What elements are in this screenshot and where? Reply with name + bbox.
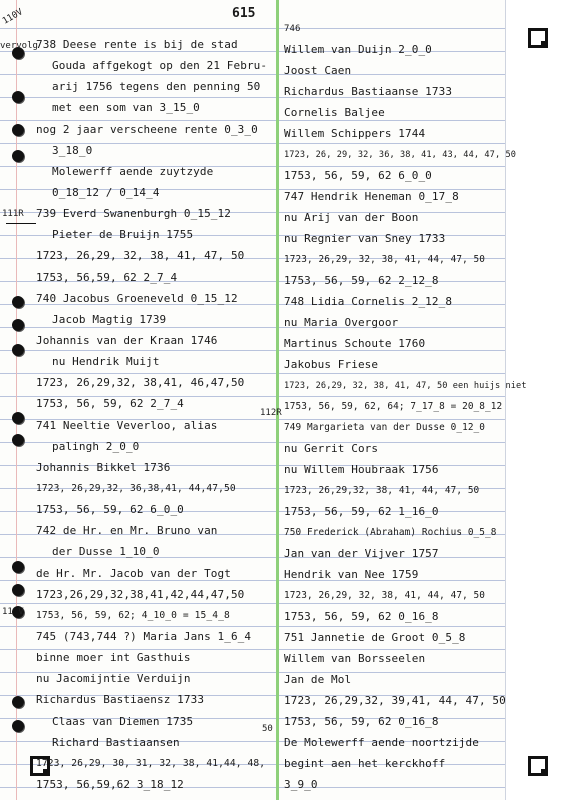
left-line: 1723, 26,29, 30, 31, 32, 38, 41,44, 48,: [36, 758, 266, 769]
left-line: 1753, 56, 59, 62 6_0_0: [36, 503, 184, 516]
right-line: Jan de Mol: [284, 673, 352, 686]
left-line: 745 (743,744 ?) Maria Jans 1_6_4: [36, 630, 252, 643]
left-line: 740 Jacobus Groeneveld 0_15_12: [36, 292, 238, 305]
right-line: Martinus Schoute 1760: [284, 337, 426, 350]
left-line: 1723,26,29,32,38,41,42,44,47,50: [36, 588, 245, 601]
page-right-edge: [505, 0, 566, 800]
binder-hole-icon: [12, 696, 24, 708]
left-line: Gouda affgekogt op den 21 Febru-: [52, 59, 268, 72]
binder-hole-icon: [12, 434, 24, 446]
right-line: nu Maria Overgoor: [284, 316, 399, 329]
right-line: 3_9_0: [284, 778, 318, 791]
left-line: binne moer int Gasthuis: [36, 651, 191, 664]
left-line: 1723, 26,29,32, 36,38,41, 44,47,50: [36, 483, 236, 494]
left-line: 1753, 56, 59, 62; 4_10_0 = 15_4_8: [36, 610, 230, 621]
entry-separator: [6, 223, 36, 224]
margin-note-11v: 11 V: [2, 607, 24, 617]
margin-note-50: 50: [262, 724, 273, 734]
left-line: 1753, 56,59, 62 2_7_4: [36, 271, 178, 284]
center-margin-line: [276, 0, 279, 800]
margin-note-vervolg: vervolg: [0, 41, 38, 51]
left-line: 742 de Hr. en Mr. Bruno van: [36, 524, 218, 537]
right-line: Cornelis Baljee: [284, 106, 385, 119]
left-line: Richard Bastiaansen: [52, 736, 180, 749]
left-line: 741 Neeltie Veverloo, alias: [36, 419, 218, 432]
left-line: 738 Deese rente is bij de stad: [36, 38, 238, 51]
binder-hole-icon: [12, 319, 24, 331]
right-line: 1723, 26,29,32, 38, 41, 44, 47, 50: [284, 485, 480, 496]
binder-hole-icon: [12, 561, 24, 573]
binder-hole-icon: [12, 344, 24, 356]
left-line: der Dusse 1_10_0: [52, 545, 160, 558]
left-line: nu Hendrik Muijt: [52, 355, 160, 368]
left-line: 739 Everd Swanenburgh 0_15_12: [36, 207, 231, 220]
right-line: 1723, 26,29, 32, 38, 41, 44, 47, 50: [284, 590, 486, 601]
left-line: Claas van Diemen 1735: [52, 715, 194, 728]
left-margin-line: [16, 0, 17, 800]
left-line: met een som van 3_15_0: [52, 101, 200, 114]
right-line: 1723, 26,29, 32, 38, 41, 44, 47, 50: [284, 254, 486, 265]
left-line: palingh 2_0_0: [52, 440, 140, 453]
top-right-corner-mark: [528, 28, 548, 48]
left-line: Pieter de Bruijn 1755: [52, 228, 194, 241]
right-line: nu Regnier van Sney 1733: [284, 232, 446, 245]
right-line: 1753, 56, 59, 62 2_12_8: [284, 274, 439, 287]
right-line: Willem van Duijn 2_0_0: [284, 43, 432, 56]
binder-hole-icon: [12, 412, 24, 424]
right-line: nu Arij van der Boon: [284, 211, 419, 224]
binder-hole-icon: [12, 584, 24, 596]
left-line: 1723, 26,29, 32, 38, 41, 47, 50: [36, 249, 245, 262]
left-line: nog 2 jaar verscheene rente 0_3_0: [36, 123, 258, 136]
left-line: 3_18_0: [52, 144, 93, 157]
page-number: 615: [232, 6, 256, 21]
right-line: nu Willem Houbraak 1756: [284, 463, 439, 476]
left-line: de Hr. Mr. Jacob van der Togt: [36, 567, 231, 580]
right-line: 1753, 56, 59, 62 1_16_0: [284, 505, 439, 518]
right-line: 1723, 26,29, 32, 38, 41, 47, 50 een huijs niet: [284, 381, 527, 391]
right-line: nu Gerrit Cors: [284, 442, 379, 455]
right-line: 747 Hendrik Heneman 0_17_8: [284, 190, 459, 203]
binder-hole-icon: [12, 150, 24, 162]
right-line: 748 Lidia Cornelis 2_12_8: [284, 295, 453, 308]
left-line: Johannis van der Kraan 1746: [36, 334, 218, 347]
right-line: 1753, 56, 59, 62 0_16_8: [284, 715, 439, 728]
margin-note-111r: 111R: [2, 209, 24, 219]
left-line: Johannis Bikkel 1736: [36, 461, 171, 474]
right-line: De Molewerff aende noortzijde: [284, 736, 479, 749]
binder-hole-icon: [12, 91, 24, 103]
left-line: Richardus Bastiaensz 1733: [36, 693, 205, 706]
left-line: nu Jacomijntie Verduijn: [36, 672, 191, 685]
right-line: 1753, 56, 59, 62 6_0_0: [284, 169, 432, 182]
margin-note-110v: 110V: [0, 7, 25, 27]
right-line: Willem Schippers 1744: [284, 127, 426, 140]
right-line: 746: [284, 24, 301, 34]
binder-hole-icon: [12, 296, 24, 308]
right-line: Hendrik van Nee 1759: [284, 568, 419, 581]
left-line: arij 1756 tegens den penning 50: [52, 80, 261, 93]
left-line: 0_18_12 / 0_14_4: [52, 186, 160, 199]
margin-note-112r: 112R: [260, 408, 282, 418]
right-line: 751 Jannetie de Groot 0_5_8: [284, 631, 466, 644]
binder-hole-icon: [12, 720, 24, 732]
right-line: 749 Margarieta van der Dusse 0_12_0: [284, 422, 486, 433]
right-line: begint aen het kerckhoff: [284, 757, 446, 770]
left-line: 1753, 56, 59, 62 2_7_4: [36, 397, 184, 410]
right-line: 1723, 26,29,32, 39,41, 44, 47, 50: [284, 694, 506, 707]
right-line: 1723, 26, 29, 32, 36, 38, 41, 43, 44, 47, 50: [284, 150, 517, 160]
right-line: Willem van Borsseelen: [284, 652, 426, 665]
right-line: 1753, 56, 59, 62, 64; 7_17_8 = 20_8_12: [284, 401, 503, 412]
left-line: 1753, 56,59,62 3_18_12: [36, 778, 184, 791]
right-line: Richardus Bastiaanse 1733: [284, 85, 453, 98]
right-line: Joost Caen: [284, 64, 352, 77]
bottom-right-corner-mark: [528, 756, 548, 776]
left-line: Molewerff aende zuytzyde: [52, 165, 214, 178]
right-line: Jan van der Vijver 1757: [284, 547, 439, 560]
left-line: 1723, 26,29,32, 38,41, 46,47,50: [36, 376, 245, 389]
left-line: Jacob Magtig 1739: [52, 313, 167, 326]
right-line: 750 Frederick (Abraham) Rochius 0_5_8: [284, 527, 497, 538]
right-line: Jakobus Friese: [284, 358, 379, 371]
right-line: 1753, 56, 59, 62 0_16_8: [284, 610, 439, 623]
binder-hole-icon: [12, 124, 24, 136]
